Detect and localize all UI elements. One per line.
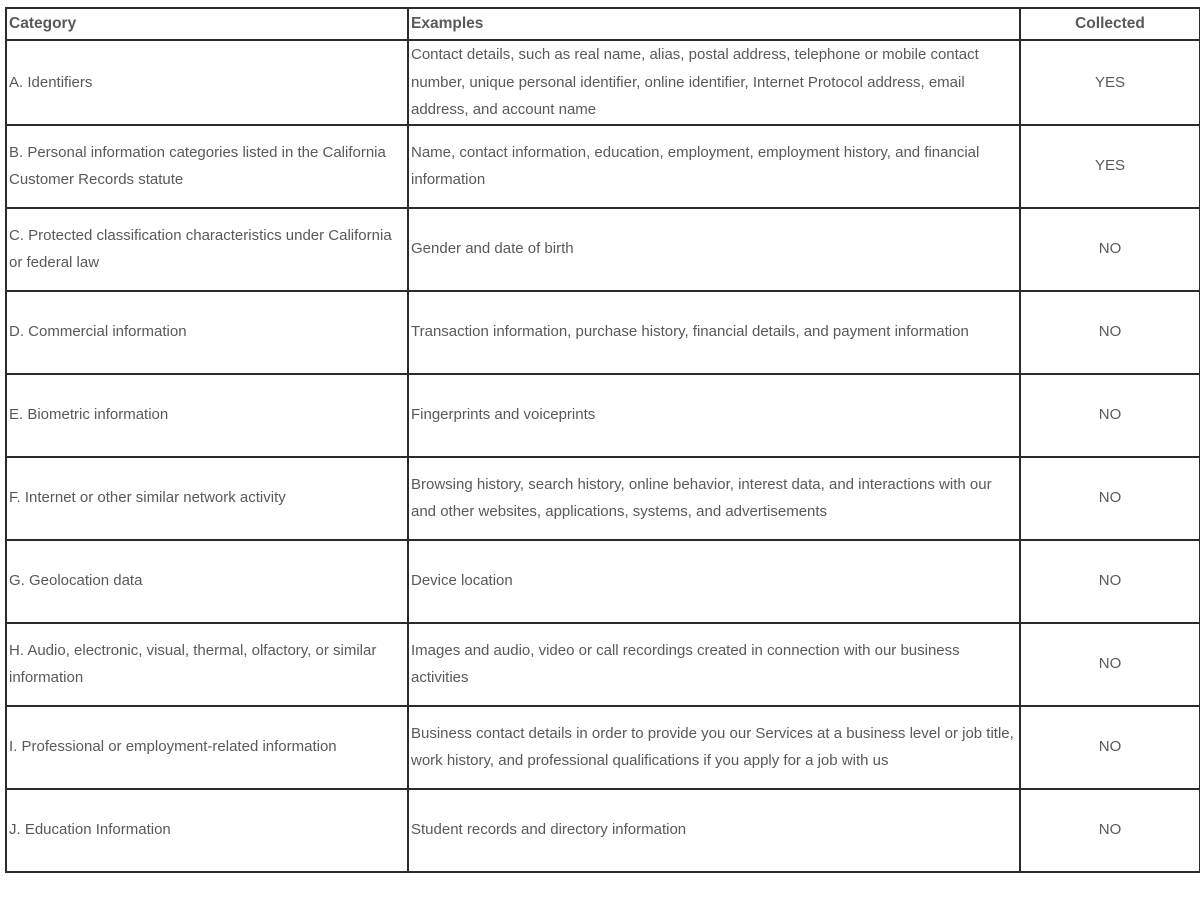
header-collected: Collected (1020, 8, 1200, 40)
collected-cell: NO (1020, 789, 1200, 872)
category-cell: J. Education Information (6, 789, 408, 872)
table-row (6, 291, 1200, 374)
header-category: Category (6, 8, 408, 40)
examples-cell: Device location (408, 540, 1020, 623)
header-examples: Examples (408, 8, 1020, 40)
examples-cell: Images and audio, video or call recordings created in connection with our business activities (408, 623, 1020, 706)
category-cell: C. Protected classification characteristics under California or federal law (6, 208, 408, 291)
table-row (6, 40, 1200, 125)
category-cell: A. Identifiers (6, 40, 408, 125)
personal-information-table (5, 7, 1200, 873)
table-row (6, 623, 1200, 706)
table-row (6, 540, 1200, 623)
category-cell: F. Internet or other similar network activity (6, 457, 408, 540)
collected-cell: YES (1020, 125, 1200, 208)
collected-cell: NO (1020, 540, 1200, 623)
category-cell: E. Biometric information (6, 374, 408, 457)
collected-cell: NO (1020, 291, 1200, 374)
collected-cell: NO (1020, 623, 1200, 706)
table-row (6, 374, 1200, 457)
table-row (6, 457, 1200, 540)
table-row (6, 789, 1200, 872)
collected-cell: NO (1020, 208, 1200, 291)
examples-cell: Business contact details in order to provide you our Services at a business level or job title, work history, and professional qualifications if you apply for a job with us (408, 706, 1020, 789)
examples-cell: Browsing history, search history, online behavior, interest data, and interactions with our and other websites, applications, systems, and advertisements (408, 457, 1020, 540)
collected-cell: NO (1020, 457, 1200, 540)
examples-cell: Gender and date of birth (408, 208, 1020, 291)
table-row (6, 125, 1200, 208)
examples-cell: Fingerprints and voiceprints (408, 374, 1020, 457)
category-cell: H. Audio, electronic, visual, thermal, olfactory, or similar information (6, 623, 408, 706)
collected-cell: NO (1020, 374, 1200, 457)
table-row (6, 208, 1200, 291)
category-cell: D. Commercial information (6, 291, 408, 374)
examples-cell: Student records and directory information (408, 789, 1020, 872)
examples-cell: Name, contact information, education, employment, employment history, and financial information (408, 125, 1020, 208)
category-cell: B. Personal information categories listed in the California Customer Records statute (6, 125, 408, 208)
examples-cell: Transaction information, purchase history, financial details, and payment information (408, 291, 1020, 374)
category-cell: I. Professional or employment-related information (6, 706, 408, 789)
collected-cell: NO (1020, 706, 1200, 789)
category-cell: G. Geolocation data (6, 540, 408, 623)
collected-cell: YES (1020, 40, 1200, 125)
table-header-row (6, 8, 1200, 40)
table-row (6, 706, 1200, 789)
examples-cell: Contact details, such as real name, alias, postal address, telephone or mobile contact number, unique personal identifier, online identifier, Internet Protocol address, email address, and account name (408, 40, 1020, 125)
